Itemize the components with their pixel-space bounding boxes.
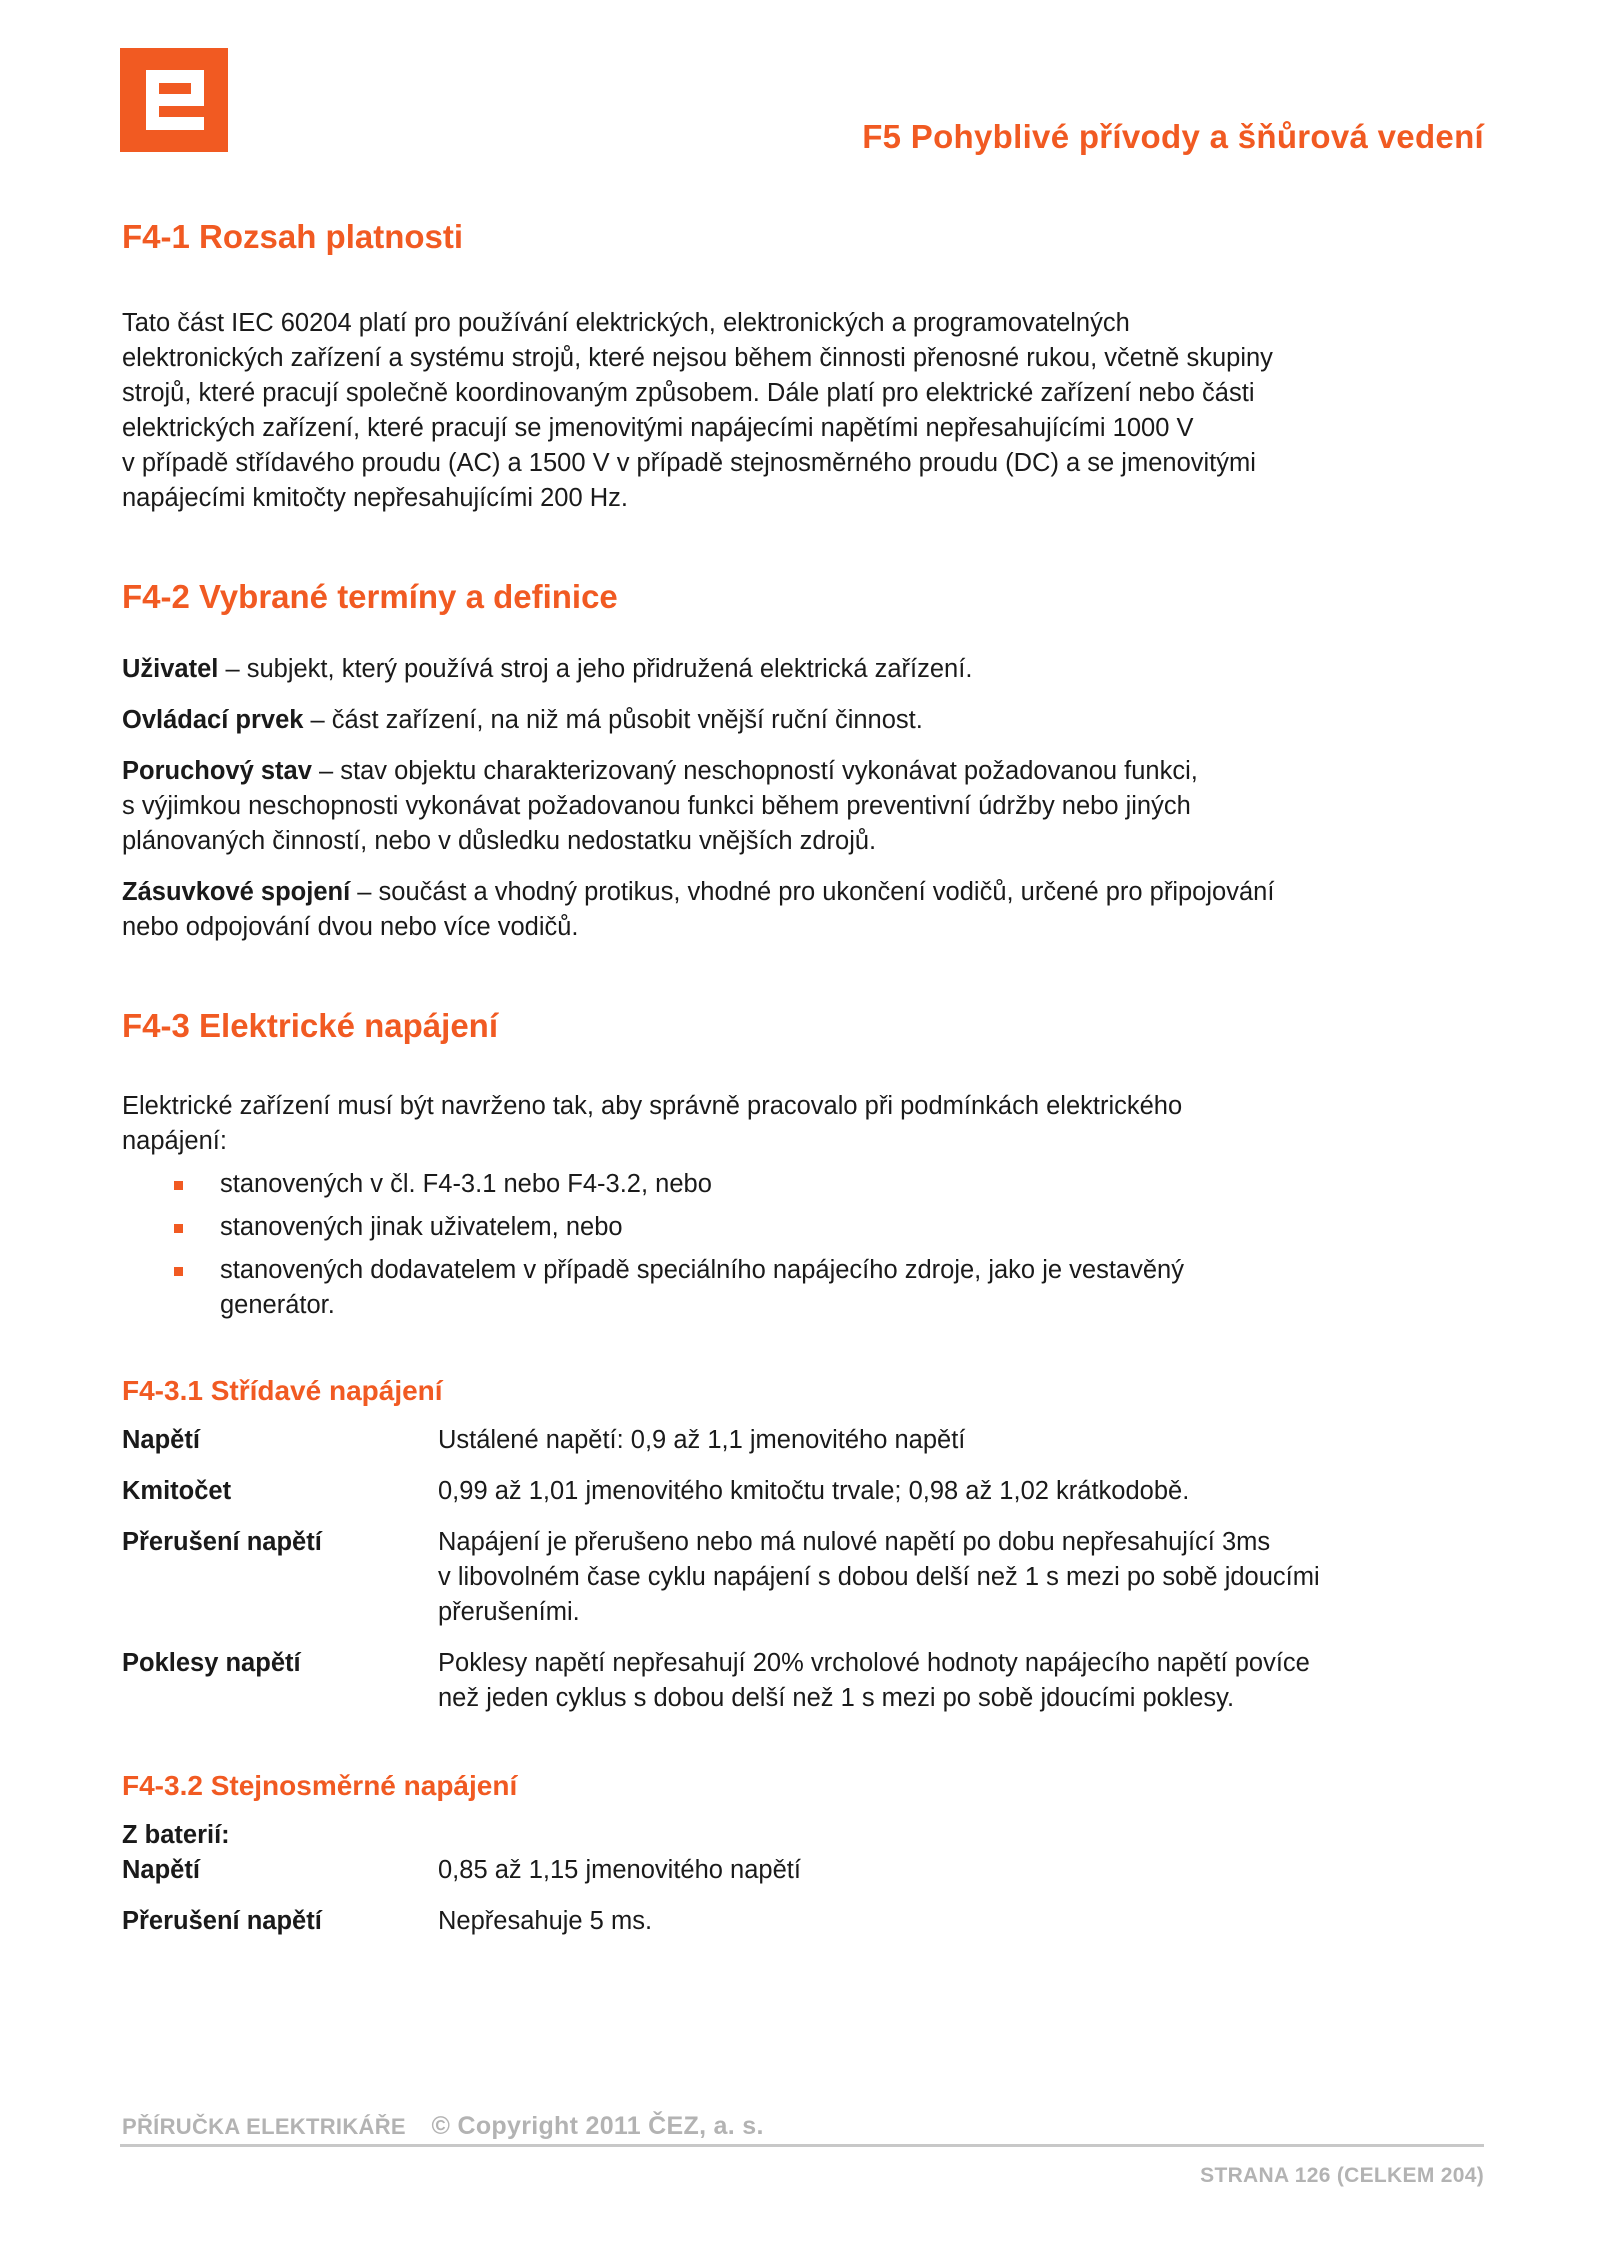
text-line: Nepřesahuje 5 ms. [438,1907,653,1935]
text-line: Tato část IEC 60204 platí pro používání elektrických, elektronických a programovatelných [122,309,1130,337]
paragraph-scope [122,306,1482,516]
footer-publication-title: PŘÍRUČKA ELEKTRIKÁŘE [122,2114,406,2139]
list-item-text: stanovených dodavatelem v případě speciálního napájecího zdroje, jako je vestavěný [220,1256,1184,1284]
row-value [438,1525,1482,1630]
row-value [438,1904,1482,1939]
text-line: 0,85 až 1,15 jmenovitého napětí [438,1856,801,1884]
footer-left [122,2112,764,2141]
row-value [438,1853,1482,1888]
definition-term: Ovládací prvek [122,706,304,734]
subsection-heading-f4-3-2: F4-3.2 Stejnosměrné napájení [122,1770,518,1801]
definition-text: – součást a vhodný protikus, vhodné pro ukončení vodičů, určené pro připojování [350,878,1275,906]
footer-spacer [412,2114,425,2139]
list-item-text: stanovených v čl. F4-3.1 nebo F4-3.2, nebo [220,1170,712,1198]
definition-text: – stav objektu charakterizovaný neschopností vykonávat požadovanou funkci, [311,757,1198,785]
text-line: v případě střídavého proudu (AC) a 1500 V v případě stejnosměrného proudu (DC) a se jmenovitými [122,449,1256,477]
footer-copyright: © Copyright 2011 ČEZ, a. s. [431,2112,764,2140]
list-item [122,1210,1482,1245]
definition-plug-connection [122,875,1482,945]
text-line: přerušeními. [438,1598,580,1626]
document-header-title: F5 Pohyblivé přívody a šňůrová vedení [862,118,1484,155]
definition-text: – část zařízení, na niž má působit vnější ruční činnost. [303,706,923,734]
bullet-square-icon [174,1224,183,1233]
table-row [122,1474,1482,1509]
list-item [122,1253,1482,1323]
text-line: v libovolném čase cyklu napájení s dobou delší než 1 s mezi po sobě jdoucími [438,1563,1320,1591]
section-heading-f4-3: F4-3 Elektrické napájení [122,1007,499,1044]
table-row [122,1853,1482,1888]
text-line: Elektrické zařízení musí být navrženo tak, aby správně pracovalo při podmínkách elektrického [122,1092,1183,1120]
list-item-text: generátor. [220,1291,335,1319]
group-label-row [122,1818,1482,1853]
definition-control-element [122,703,1482,738]
footer-divider [120,2144,1484,2147]
table-row [122,1646,1482,1716]
ac-supply-table [122,1423,1482,1716]
table-row [122,1904,1482,1939]
text-line: elektrických zařízení, které pracují se jmenovitými napájecími napětími nepřesahujícími 1000 V [122,414,1194,442]
row-label: Přerušení napětí [122,1528,322,1556]
text-line: Poklesy napětí nepřesahují 20% vrcholové hodnoty napájecího napětí povíce [438,1649,1310,1677]
text-line: napájecími kmitočty nepřesahujícími 200 Hz. [122,484,628,512]
bullet-square-icon [174,1181,183,1190]
text-line: Ustálené napětí: 0,9 až 1,1 jmenovitého napětí [438,1426,966,1454]
dc-supply-table [122,1818,1482,1939]
definition-text: plánovaných činností, nebo v důsledku nedostatku vnějších zdrojů. [122,827,877,855]
page-content [122,218,1482,1939]
row-label: Napětí [122,1426,200,1454]
row-value [438,1646,1482,1716]
text-line: než jeden cyklus s dobou delší než 1 s mezi po sobě jdoucími poklesy. [438,1684,1235,1712]
text-line: napájení: [122,1127,227,1155]
bullet-list [122,1167,1482,1323]
row-label: Kmitočet [122,1477,232,1505]
row-label: Napětí [122,1856,200,1884]
footer-page-number: STRANA 126 (CELKEM 204) [1200,2164,1484,2187]
text-line: 0,99 až 1,01 jmenovitého kmitočtu trvale; 0,98 až 1,02 krátkodobě. [438,1477,1190,1505]
cez-logo [120,48,228,152]
table-row [122,1525,1482,1630]
row-label: Přerušení napětí [122,1907,322,1935]
section-heading-f4-1: F4-1 Rozsah platnosti [122,218,464,255]
bullet-square-icon [174,1267,183,1276]
table-row [122,1423,1482,1458]
definition-fault-state [122,754,1482,859]
subsection-heading-f4-3-1: F4-3.1 Střídavé napájení [122,1375,443,1406]
group-label: Z baterií: [122,1821,230,1849]
list-item [122,1167,1482,1202]
definition-text: s výjimkou neschopnosti vykonávat požadovanou funkci během preventivní údržby nebo jiných [122,792,1191,820]
text-line: elektronických zařízení a systému strojů, které nejsou během činnosti přenosné rukou, včetně skupiny [122,344,1273,372]
row-value [438,1423,1482,1458]
definition-text: – subjekt, který používá stroj a jeho přidružená elektrická zařízení. [218,655,973,683]
definition-user [122,652,1482,687]
definition-term: Zásuvkové spojení [122,878,351,906]
definition-term: Poruchový stav [122,757,312,785]
definition-text: nebo odpojování dvou nebo více vodičů. [122,913,579,941]
row-label: Poklesy napětí [122,1649,301,1677]
section-heading-f4-2: F4-2 Vybrané termíny a definice [122,578,618,615]
text-line: Napájení je přerušeno nebo má nulové napětí po dobu nepřesahující 3ms [438,1528,1271,1556]
definition-term: Uživatel [122,655,219,683]
paragraph-power-intro [122,1089,1482,1159]
text-line: strojů, které pracují společně koordinovaným způsobem. Dále platí pro elektrické zařízení nebo části [122,379,1255,407]
row-value [438,1474,1482,1509]
list-item-text: stanovených jinak uživatelem, nebo [220,1213,623,1241]
